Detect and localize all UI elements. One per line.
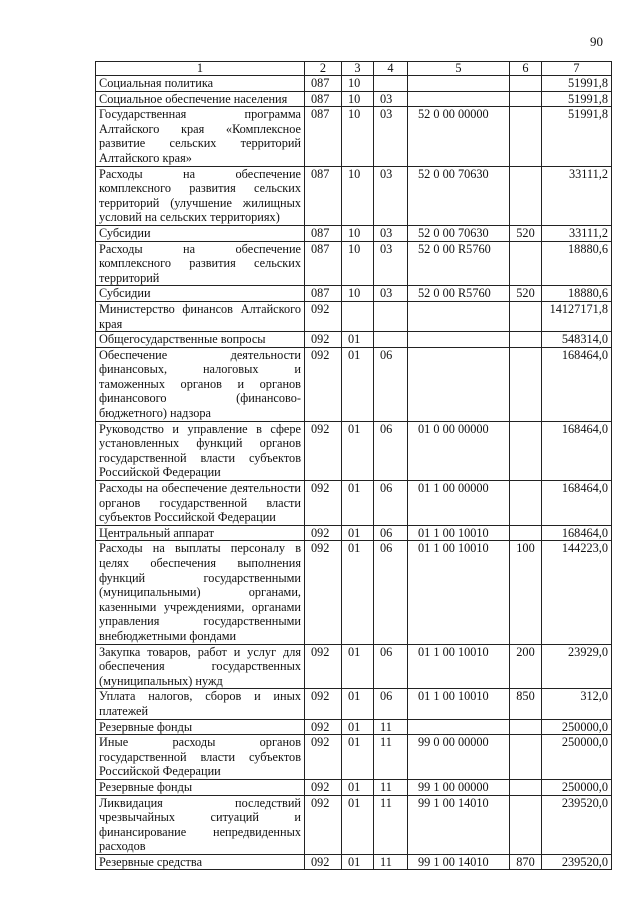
cell-expense-type (510, 91, 542, 107)
cell-section (342, 301, 374, 331)
cell-name: Расходы на обеспечение деятельности органов государственной власти субъектов Российской Федерации (96, 481, 305, 526)
cell-ministry-code: 092 (305, 332, 342, 348)
cell-ministry-code: 087 (305, 225, 342, 241)
cell-ministry-code: 087 (305, 286, 342, 302)
cell-subsection: 11 (374, 779, 408, 795)
cell-subsection: 03 (374, 107, 408, 166)
cell-ministry-code: 092 (305, 421, 342, 480)
cell-ministry-code: 092 (305, 481, 342, 526)
table-row (96, 795, 612, 854)
cell-expense-type: 520 (510, 225, 542, 241)
cell-amount: 18880,6 (542, 241, 612, 286)
cell-name: Расходы на выплаты персоналу в целях обеспечения выполнения функций государственными (муниципальными) органами, казенными учреждениями, органами управления государственными внебюджетными фондами (96, 541, 305, 644)
cell-expense-type (510, 166, 542, 225)
table-row (96, 225, 612, 241)
cell-name: Министерство финансов Алтайского края (96, 301, 305, 331)
table-row (96, 735, 612, 780)
cell-section: 10 (342, 241, 374, 286)
cell-expense-type: 850 (510, 689, 542, 719)
table-row (96, 166, 612, 225)
table-row (96, 91, 612, 107)
cell-expense-type: 520 (510, 286, 542, 302)
cell-name: Субсидии (96, 286, 305, 302)
cell-name: Уплата налогов, сборов и иных платежей (96, 689, 305, 719)
header-cell-3: 3 (342, 62, 374, 76)
cell-subsection: 06 (374, 525, 408, 541)
cell-name: Резервные фонды (96, 719, 305, 735)
cell-expense-type (510, 332, 542, 348)
header-cell-7: 7 (542, 62, 612, 76)
cell-expense-type (510, 735, 542, 780)
cell-name: Резервные фонды (96, 779, 305, 795)
cell-expense-type (510, 347, 542, 421)
table-row (96, 421, 612, 480)
cell-amount: 168464,0 (542, 421, 612, 480)
cell-ministry-code: 092 (305, 795, 342, 854)
cell-section: 01 (342, 795, 374, 854)
header-cell-5: 5 (408, 62, 510, 76)
cell-amount: 548314,0 (542, 332, 612, 348)
cell-section: 01 (342, 481, 374, 526)
header-cell-2: 2 (305, 62, 342, 76)
cell-amount: 14127171,8 (542, 301, 612, 331)
cell-target-article: 01 1 00 00000 (408, 481, 510, 526)
cell-amount: 250000,0 (542, 779, 612, 795)
cell-amount: 168464,0 (542, 481, 612, 526)
table-row (96, 854, 612, 870)
cell-ministry-code: 092 (305, 644, 342, 689)
cell-target-article: 99 0 00 00000 (408, 735, 510, 780)
cell-target-article: 52 0 00 R5760 (408, 241, 510, 286)
cell-target-article: 01 0 00 00000 (408, 421, 510, 480)
cell-target-article (408, 332, 510, 348)
cell-subsection: 11 (374, 795, 408, 854)
cell-subsection: 03 (374, 241, 408, 286)
cell-expense-type (510, 301, 542, 331)
cell-ministry-code: 092 (305, 541, 342, 644)
cell-subsection: 06 (374, 541, 408, 644)
table-header-row (96, 62, 612, 76)
cell-subsection: 03 (374, 286, 408, 302)
header-cell-1: 1 (96, 62, 305, 76)
cell-target-article: 01 1 00 10010 (408, 644, 510, 689)
table-row (96, 286, 612, 302)
cell-ministry-code: 092 (305, 525, 342, 541)
cell-subsection: 06 (374, 421, 408, 480)
cell-ministry-code: 092 (305, 779, 342, 795)
cell-name: Руководство и управление в сфере установленных функций органов государственной власти субъектов Российской Федерации (96, 421, 305, 480)
cell-expense-type (510, 241, 542, 286)
cell-ministry-code: 092 (305, 301, 342, 331)
cell-section: 01 (342, 644, 374, 689)
table-row (96, 241, 612, 286)
cell-target-article: 52 0 00 R5760 (408, 286, 510, 302)
header-cell-4: 4 (374, 62, 408, 76)
cell-ministry-code: 092 (305, 719, 342, 735)
cell-section: 01 (342, 854, 374, 870)
table-row (96, 76, 612, 92)
cell-amount: 23929,0 (542, 644, 612, 689)
cell-amount: 144223,0 (542, 541, 612, 644)
page-number: 90 (590, 34, 603, 49)
cell-amount: 239520,0 (542, 854, 612, 870)
table-row (96, 689, 612, 719)
cell-subsection: 03 (374, 225, 408, 241)
cell-ministry-code: 087 (305, 76, 342, 92)
cell-section: 10 (342, 107, 374, 166)
cell-subsection: 06 (374, 644, 408, 689)
cell-name: Закупка товаров, работ и услуг для обеспечения государственных (муниципальных) нужд (96, 644, 305, 689)
cell-amount: 51991,8 (542, 91, 612, 107)
cell-target-article: 99 1 00 14010 (408, 795, 510, 854)
cell-section: 10 (342, 76, 374, 92)
cell-section: 01 (342, 541, 374, 644)
cell-amount: 312,0 (542, 689, 612, 719)
cell-target-article: 01 1 00 10010 (408, 689, 510, 719)
table-row (96, 525, 612, 541)
cell-expense-type (510, 719, 542, 735)
cell-ministry-code: 092 (305, 735, 342, 780)
cell-target-article (408, 347, 510, 421)
cell-ministry-code: 092 (305, 347, 342, 421)
cell-subsection (374, 301, 408, 331)
cell-ministry-code: 087 (305, 107, 342, 166)
cell-amount: 250000,0 (542, 735, 612, 780)
cell-subsection (374, 76, 408, 92)
cell-expense-type (510, 481, 542, 526)
cell-subsection: 03 (374, 166, 408, 225)
cell-expense-type (510, 107, 542, 166)
cell-ministry-code: 087 (305, 241, 342, 286)
cell-expense-type (510, 525, 542, 541)
cell-target-article: 01 1 00 10010 (408, 525, 510, 541)
cell-subsection: 11 (374, 719, 408, 735)
cell-subsection: 11 (374, 735, 408, 780)
cell-target-article: 99 1 00 14010 (408, 854, 510, 870)
cell-subsection (374, 332, 408, 348)
cell-amount: 33111,2 (542, 166, 612, 225)
cell-target-article (408, 76, 510, 92)
cell-name: Обеспечение деятельности финансовых, налоговых и таможенных органов и органов финансового (финансово-бюджетного) надзора (96, 347, 305, 421)
cell-expense-type (510, 421, 542, 480)
cell-name: Иные расходы органов государственной власти субъектов Российской Федерации (96, 735, 305, 780)
cell-expense-type: 200 (510, 644, 542, 689)
table-row (96, 779, 612, 795)
cell-amount: 18880,6 (542, 286, 612, 302)
cell-section: 10 (342, 286, 374, 302)
cell-section: 01 (342, 719, 374, 735)
cell-expense-type (510, 779, 542, 795)
cell-section: 01 (342, 735, 374, 780)
cell-section: 10 (342, 166, 374, 225)
cell-name: Социальная политика (96, 76, 305, 92)
cell-name: Социальное обеспечение населения (96, 91, 305, 107)
table-row (96, 719, 612, 735)
cell-name: Резервные средства (96, 854, 305, 870)
table-row (96, 644, 612, 689)
table-row (96, 541, 612, 644)
cell-section: 01 (342, 689, 374, 719)
table-row (96, 347, 612, 421)
header-cell-6: 6 (510, 62, 542, 76)
table-row (96, 107, 612, 166)
cell-target-article (408, 301, 510, 331)
cell-name: Государственная программа Алтайского края «Комплексное развитие сельских территорий Алтайского края» (96, 107, 305, 166)
cell-amount: 239520,0 (542, 795, 612, 854)
table-row (96, 301, 612, 331)
cell-name: Расходы на обеспечение комплексного развития сельских территорий (96, 241, 305, 286)
cell-section: 01 (342, 525, 374, 541)
cell-target-article: 01 1 00 10010 (408, 541, 510, 644)
cell-amount: 51991,8 (542, 76, 612, 92)
cell-amount: 51991,8 (542, 107, 612, 166)
table-row (96, 332, 612, 348)
cell-section: 10 (342, 91, 374, 107)
cell-amount: 168464,0 (542, 347, 612, 421)
cell-amount: 33111,2 (542, 225, 612, 241)
cell-target-article: 52 0 00 00000 (408, 107, 510, 166)
cell-subsection: 11 (374, 854, 408, 870)
cell-target-article: 52 0 00 70630 (408, 225, 510, 241)
cell-name: Субсидии (96, 225, 305, 241)
cell-subsection: 06 (374, 689, 408, 719)
cell-target-article: 52 0 00 70630 (408, 166, 510, 225)
cell-target-article (408, 719, 510, 735)
cell-section: 01 (342, 421, 374, 480)
cell-subsection: 06 (374, 347, 408, 421)
cell-name: Расходы на обеспечение комплексного развития сельских территорий (улучшение жилищных условий на сельских территориях) (96, 166, 305, 225)
cell-expense-type: 100 (510, 541, 542, 644)
cell-ministry-code: 087 (305, 91, 342, 107)
cell-name: Ликвидация последствий чрезвычайных ситуаций и финансирование непредвиденных расходов (96, 795, 305, 854)
cell-section: 10 (342, 225, 374, 241)
cell-target-article: 99 1 00 00000 (408, 779, 510, 795)
table-row (96, 481, 612, 526)
cell-subsection: 03 (374, 91, 408, 107)
cell-section: 01 (342, 347, 374, 421)
cell-expense-type (510, 76, 542, 92)
cell-name: Общегосударственные вопросы (96, 332, 305, 348)
cell-amount: 250000,0 (542, 719, 612, 735)
cell-expense-type: 870 (510, 854, 542, 870)
cell-subsection: 06 (374, 481, 408, 526)
cell-section: 01 (342, 332, 374, 348)
cell-ministry-code: 092 (305, 689, 342, 719)
cell-ministry-code: 092 (305, 854, 342, 870)
cell-section: 01 (342, 779, 374, 795)
cell-amount: 168464,0 (542, 525, 612, 541)
cell-expense-type (510, 795, 542, 854)
cell-ministry-code: 087 (305, 166, 342, 225)
cell-name: Центральный аппарат (96, 525, 305, 541)
budget-table (95, 61, 612, 870)
cell-target-article (408, 91, 510, 107)
